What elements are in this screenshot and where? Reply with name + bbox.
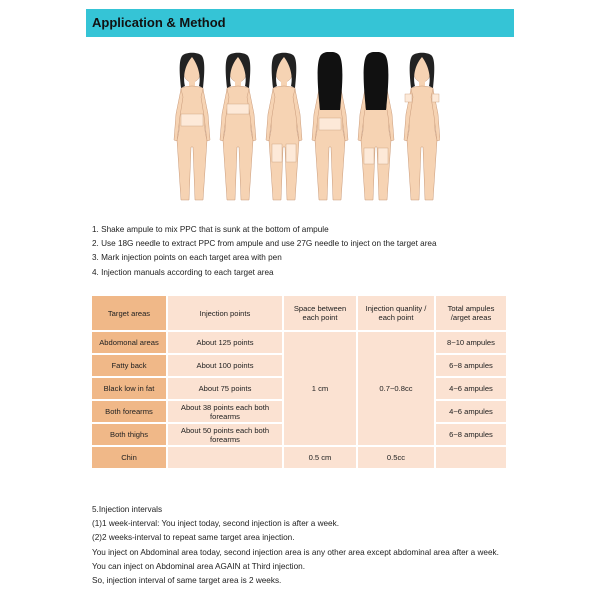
area-cell: Fatty back xyxy=(92,355,166,376)
section-header xyxy=(86,9,514,37)
ampules-cell: 6~8 ampules xyxy=(436,424,506,445)
figure-front-2 xyxy=(220,53,256,200)
interval-line: (2)2 weeks-interval to repeat same target area injection. xyxy=(92,533,295,543)
figure-front-1 xyxy=(174,53,210,200)
table-row-chin xyxy=(92,447,506,468)
area-cell: Chin xyxy=(92,447,166,468)
injection-intervals xyxy=(92,503,562,588)
quantity-cell: 0.5cc xyxy=(358,447,434,468)
area-cell: Black low in fat xyxy=(92,378,166,399)
area-cell: Both forearms xyxy=(92,401,166,422)
table-row xyxy=(92,332,506,353)
points-cell: About 75 points xyxy=(168,378,282,399)
ampules-cell xyxy=(436,447,506,468)
body-figures-illustration xyxy=(170,52,440,204)
interval-line: So, injection interval of same target area is 2 weeks. xyxy=(92,576,282,586)
figure-front-4 xyxy=(404,53,440,200)
header-target-areas: Target areas xyxy=(92,296,166,330)
ampules-cell: 8~10 ampules xyxy=(436,332,506,353)
interval-line: You inject on Abdominal area today, second injection area is any other area except abdominal area after a week. xyxy=(92,547,499,557)
section-title: Application & Method xyxy=(92,15,226,30)
table-header-row xyxy=(92,296,506,330)
ampules-cell: 6~8 ampules xyxy=(436,355,506,376)
step-item: 2. Use 18G needle to extract PPC from ampule and use 27G needle to inject on the target area xyxy=(92,239,437,249)
header-total-ampules: Total ampules /arget areas xyxy=(436,296,506,330)
step-item: 4. Injection manuals according to each target area xyxy=(92,267,274,277)
points-cell: About 38 points each both forearms xyxy=(168,401,282,422)
figure-back-2 xyxy=(358,52,394,200)
header-space: Space between each point xyxy=(284,296,356,330)
header-injection-points: Injection points xyxy=(168,296,282,330)
points-cell xyxy=(168,447,282,468)
interval-line: You can inject on Abdominal area AGAIN at Third injection. xyxy=(92,561,306,571)
ampules-cell: 4~6 ampules xyxy=(436,401,506,422)
ampules-cell: 4~6 ampules xyxy=(436,378,506,399)
figure-front-3 xyxy=(266,53,302,200)
space-cell: 0.5 cm xyxy=(284,447,356,468)
area-cell: Both thighs xyxy=(92,424,166,445)
injection-table xyxy=(90,294,508,470)
interval-line: 5.Injection intervals xyxy=(92,505,163,514)
method-steps xyxy=(92,223,522,280)
step-item: 1. Shake ampule to mix PPC that is sunk at the bottom of ampule xyxy=(92,225,329,234)
header-quantity: Injection quanlity / each point xyxy=(358,296,434,330)
quantity-merged-cell: 0.7~0.8cc xyxy=(358,332,434,445)
step-item: 3. Mark injection points on each target area with pen xyxy=(92,253,282,263)
area-cell: Abdomonal areas xyxy=(92,332,166,353)
space-merged-cell: 1 cm xyxy=(284,332,356,445)
points-cell: About 125 points xyxy=(168,332,282,353)
points-cell: About 50 points each both forearms xyxy=(168,424,282,445)
figure-back-1 xyxy=(312,52,348,200)
interval-line: (1)1 week-interval: You inject today, second injection is after a week. xyxy=(92,519,339,529)
points-cell: About 100 points xyxy=(168,355,282,376)
